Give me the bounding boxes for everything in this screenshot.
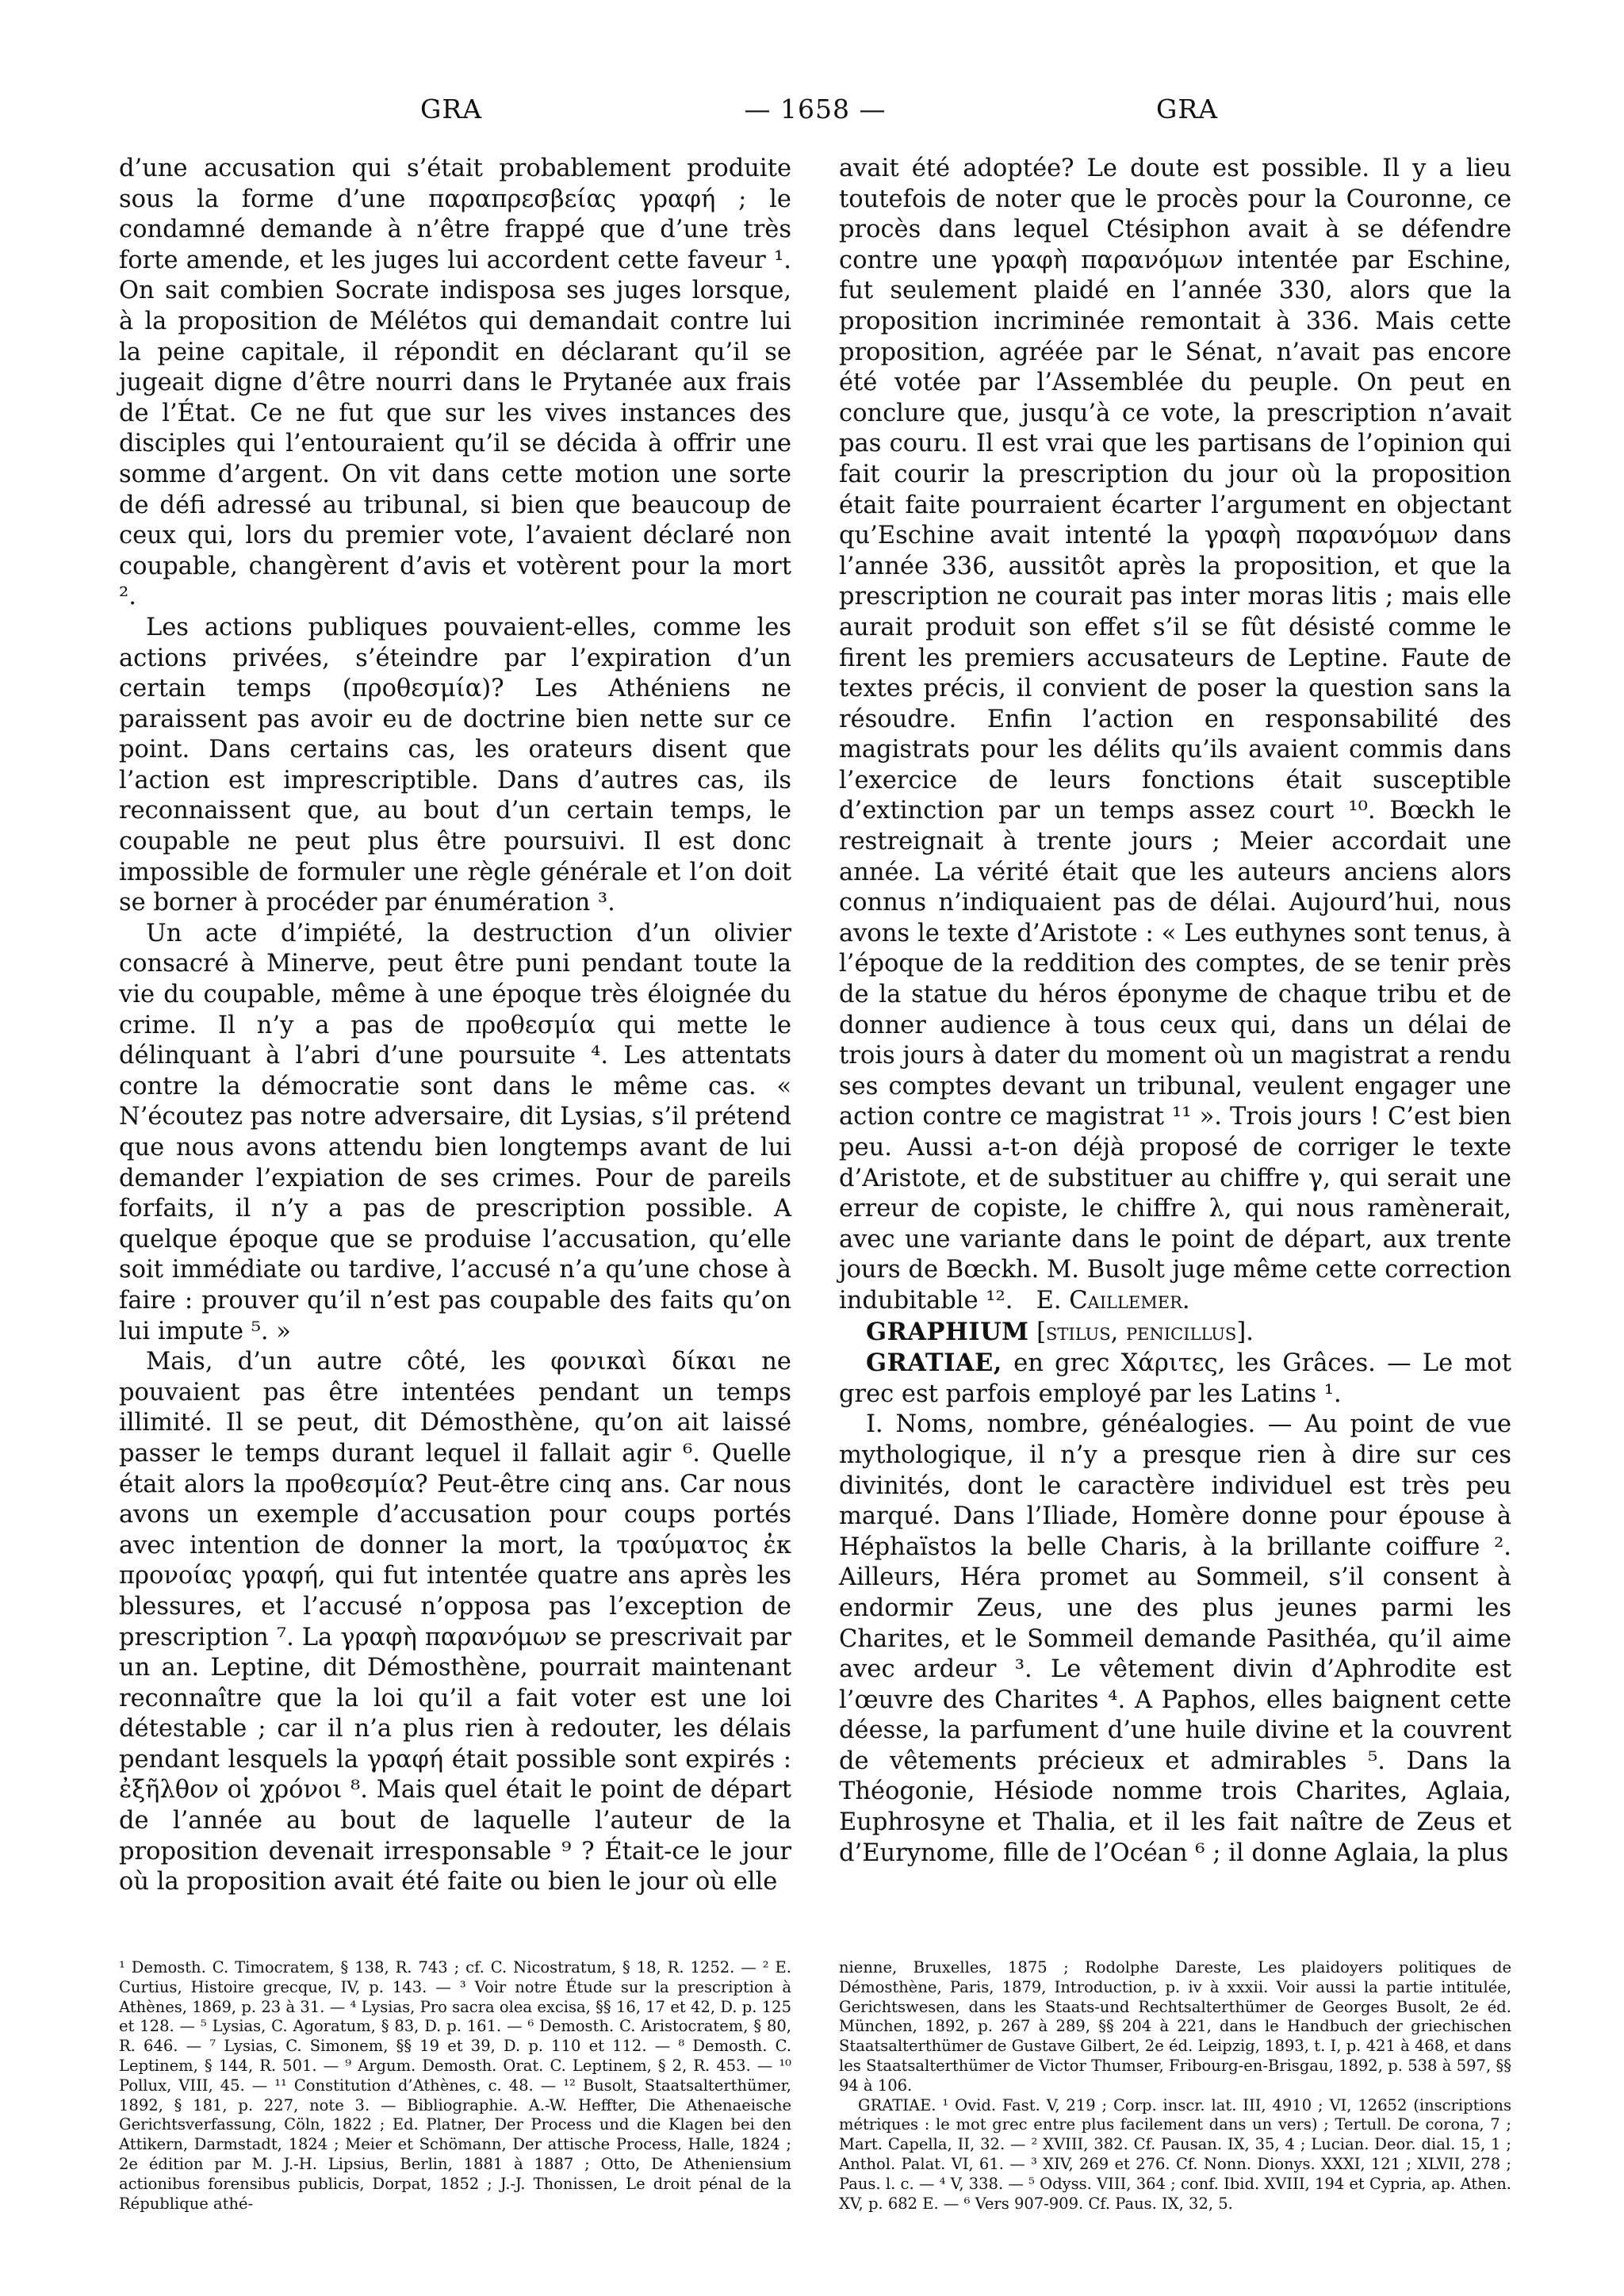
footnote-entry-text: ¹ Ovid. Fast. V, 219 ; Corp. inscr. lat. III, 4910 ; VI, 12652 (inscriptions métriques : le mot grec entre plus facilement dans un vers) ; Tertull. De corona, 7 ; Mart. Capella, II, 32. — ² XVIII, 382. Cf. Pausan. IX, 35, 4 ; Lucian. Deor. dial. 15, 1 ; Anthol. Palat. VI, 61. — ³ XIV, 269 et 276. Cf. Nonn. Dionys. XXXI, 121 ; XLVII, 278 ; Paus. l. c. — ⁴ V, 338. — ⁵ Odyss. VIII, 364 ; conf. Ibid. XVIII, 194 et Cypria, ap. Athen. XV, p. 682 E. — ⁶ Vers 907-909. Cf. Paus. IX, 32, 5. xyxy=(839,2095,1511,2213)
paragraph: I. Noms, nombre, généalogies. — Au point de vue mythologique, il n’y a presque rien à dire sur ces divinités, dont le caractère individuel est très peu marqué. Dans l’Iliade, Homère donne pour épouse à Héphaïstos la belle Charis, à la brillante coiffure ². Ailleurs, Héra promet au Sommeil, s’il consent à endormir Zeus, une des plus jeunes parmi les Charites, et le Sommeil demande Pasithéa, qu’il aime avec ardeur ³. Le vêtement divin d’Aphrodite est l’œuvre des Charites ⁴. A Paphos, elles baignent cette déesse, la parfument d’une huile divine et la couvrent de vêtements précieux et admirables ⁵. Dans la Théogonie, Hésiode nomme trois Charites, Aglaia, Euphrosyne et Thalia, et il les fait naître de Zeus et d’Eurynome, fille de l’Océan ⁶ ; il donne Aglaia, la plus xyxy=(839,1410,1511,1867)
footnotes-left xyxy=(119,1958,791,2214)
entry-graphium xyxy=(839,1317,1511,1349)
footnotes-right xyxy=(839,1958,1511,2214)
paragraph: Mais, d’un autre côté, les φονικαὶ δίκαι ne pouvaient pas être intentées pendant un temps illimité. Il se peut, dit Démosthène, qu’on ait laissé passer le temps durant lequel il fallait agir ⁶. Quelle était alors la προθεσμία? Peut-être cinq ans. Car nous avons un exemple d’accusation pour coups portés avec intention de donner la mort, la τραύματος ἐκ προνοίας γραφή, qui fut intentée quatre ans après les blessures, et l’accusé n’opposa pas l’exception de prescription ⁷. La γραφὴ παρανόμων se prescrivait par un an. Leptine, dit Démosthène, pourrait maintenant reconnaître que la loi qu’il a fait voter est une loi détestable ; car il n’a plus rien à redouter, les délais pendant lesquels la γραφή était possible sont expirés : ἐξῆλθον οἱ χρόνοι ⁸. Mais quel était le point de départ de l’année au bout de laquelle l’auteur de la proposition devenait irresponsable ⁹ ? Était-ce le jour où la proposition avait été faite ou bien le jour où elle xyxy=(119,1348,791,1896)
header-right: GRA xyxy=(1156,94,1219,124)
footnote-block-gratiae xyxy=(839,2096,1511,2214)
page xyxy=(119,94,1511,2234)
page-number: — 1658 — xyxy=(744,94,887,124)
entry-title: GRAPHIUM xyxy=(866,1317,1029,1346)
author-signature: E. Caillemer. xyxy=(1036,1286,1190,1314)
paragraph: Un acte d’impiété, la destruction d’un olivier consacré à Minerve, peut être puni pendant toute la vie du coupable, même à une époque très éloignée du crime. Il n’y a pas de προθεσμία qui mette le délinquant à l’abri d’une poursuite ⁴. Les attentats contre la démocratie sont dans le même cas. « N’écoutez pas notre adversaire, dit Lysias, s’il prétend que nous avons attendu bien longtemps avant de lui demander l’expiation de ses crimes. Pour de pareils forfaits, il n’y a pas de prescription possible. A quelque époque que se produise l’accusation, qu’elle soit immédiate ou tardive, l’accusé n’a qu’une chose à faire : prouver qu’il n’est pas coupable des faits qu’on lui impute ⁵. » xyxy=(119,919,791,1345)
entry-title: GRATIAE, xyxy=(866,1349,1002,1378)
cross-reference: [stilus, penicillus]. xyxy=(1036,1318,1254,1346)
left-column xyxy=(119,154,791,1898)
paragraph: Les actions publiques pouvaient-elles, comme les actions privées, s’éteindre par l’expiration d’un certain temps (προθεσμία)? Les Athéniens ne paraissent pas avoir eu de doctrine bien nette sur ce point. Dans certains cas, les orateurs disent que l’action est imprescriptible. Dans d’autres cas, ils reconnaissent que, au bout d’un certain temps, le coupable ne peut plus être poursuivi. Il est donc impossible de formuler une règle générale et l’on doit se borner à procéder par énumération ³. xyxy=(119,613,791,917)
footnote-block: nienne, Bruxelles, 1875 ; Rodolphe Dareste, Les plaidoyers politiques de Démosthène, Paris, 1879, Introduction, p. iv à xxxii. Voir aussi la partie intitulée, Gerichtswesen, dans les Staats-und Rechtsalterthümer de Georges Busolt, 2e éd. München, 1892, p. 267 à 289, §§ 204 à 221, dans le Handbuch der griechischen Staatsalterthümer de Gustave Gilbert, 2e éd. Leipzig, 1893, t. I, p. 421 à 468, et dans les Staatsalterthümer de Victor Thumser, Fribourg-en-Brisgau, 1892, p. 538 à 597, §§ 94 à 106. xyxy=(839,1958,1511,2095)
paragraph: d’une accusation qui s’était probablement produite sous la forme d’une παραπρεσβείας γραφή ; le condamné demande à n’être frappé que d’une très forte amende, et les juges lui accordent cette faveur ¹. On sait combien Socrate indisposa ses juges lorsque, à la proposition de Mélétos qui demandait contre lui la peine capitale, il répondit en déclarant qu’il se jugeait digne d’être nourri dans le Prytanée aux frais de l’État. Ce ne fut que sur les vives instances des disciples qui l’entouraient qu’il se décida à offrir une somme d’argent. On vit dans cette motion une sorte de défi adressé au tribunal, si bien que beaucoup de ceux qui, lors du premier vote, l’avaient déclaré non coupable, changèrent d’avis et votèrent pour la mort ². xyxy=(119,155,791,611)
entry-text: en grec Χάριτες, les Grâces. — Le mot grec est parfois employé par les Latins ¹. xyxy=(839,1349,1511,1408)
footnote-block: ¹ Demosth. C. Timocratem, § 138, R. 743 ; cf. C. Nicostratum, § 18, R. 1252. — ² E. Curtius, Histoire grecque, IV, p. 143. — ³ Voir notre Étude sur la prescription à Athènes, 1869, p. 23 à 31. — ⁴ Lysias, Pro sacra olea excisa, §§ 16, 17 et 42, D. p. 125 et 128. — ⁵ Lysias, C. Agoratum, § 83, D. p. 161. — ⁶ Demosth. C. Aristocratem, § 80, R. 646. — ⁷ Lysias, C. Simonem, §§ 19 et 39, D. p. 110 et 112. — ⁸ Demosth. C. Leptinem, § 144, R. 501. — ⁹ Argum. Demosth. Orat. C. Leptinem, § 2, R. 453. — ¹⁰ Pollux, VIII, 45. — ¹¹ Constitution d’Athènes, c. 48. — ¹² Busolt, Staatsalterthümer, 1892, § 181, p. 227, note 3. — Bibliographie. A.-W. Heffter, Die Athenaeische Gerichtsverfassung, Cöln, 1822 ; Ed. Platner, Der Process und die Klagen bei den Attikern, Darmstadt, 1824 ; Meier et Schömann, Der attische Process, Halle, 1824 ; 2e édition par M. J.-H. Lipsius, Berlin, 1881 à 1887 ; Otto, De Atheniensium actionibus forensibus publicis, Dorpat, 1852 ; J.-J. Thonissen, Le droit pénal de la République athé- xyxy=(119,1958,791,2213)
footnote-entry-label: GRATIAE. xyxy=(858,2095,936,2114)
header-left: GRA xyxy=(420,94,483,124)
paragraph xyxy=(839,154,1511,1317)
right-column xyxy=(839,154,1511,1869)
running-header xyxy=(119,94,1511,141)
paragraph-text: avait été adoptée? Le doute est possible. Il y a lieu toutefois de noter que le procès pour la Couronne, ce procès dans lequel Ctésiphon avait à se défendre contre une γραφὴ παρανόμων intentée par Eschine, fut seulement plaidé en l’année 330, alors que la proposition incriminée remontait à 336. Mais cette proposition, agréée par le Sénat, n’avait pas encore été votée par l’Assemblée du peuple. On peut en conclure que, jusqu’à ce vote, la prescription n’avait pas couru. Il est vrai que les partisans de l’opinion qui fait courir la prescription du jour où la proposition était faite pourraient écarter l’argument en objectant qu’Eschine avait intenté la γραφὴ παρανόμων dans l’année 336, aussitôt après la proposition, et que la prescription ne courait pas inter moras litis ; mais elle aurait produit son effet s’il se fût désisté comme le firent les premiers accusateurs de Leptine. Faute de textes précis, il convient de poser la question sans la résoudre. Enfin l’action en responsabilité des magistrats pour les délits qu’ils avaient commis dans l’exercice de leurs fonctions était susceptible d’extinction par un temps assez court ¹⁰. Bœckh le restreignait à trente jours ; Meier accordait une année. La vérité était que les auteurs anciens alors connus n’indiquaient pas de délai. Aujourd’hui, nous avons le texte d’Aristote : « Les euthynes sont tenus, à l’époque de la reddition des comptes, de se tenir près de la statue du héros éponyme de chaque tribu et de donner audience à tous ceux qui, dans un délai de trois jours à dater du moment où un magistrat a rendu ses comptes devant un tribunal, veulent engager une action contre ce magistrat ¹¹ ». Trois jours ! C’est bien peu. Aussi a-t-on déjà proposé de corriger le texte d’Aristote, et de substituer au chiffre γ, qui serait une erreur de copiste, le chiffre λ, qui nous ramènerait, avec une variante dans le point de départ, aux trente jours de Bœckh. M. Busolt juge même cette correction indubitable ¹². xyxy=(839,155,1511,1314)
entry-gratiae xyxy=(839,1348,1511,1410)
